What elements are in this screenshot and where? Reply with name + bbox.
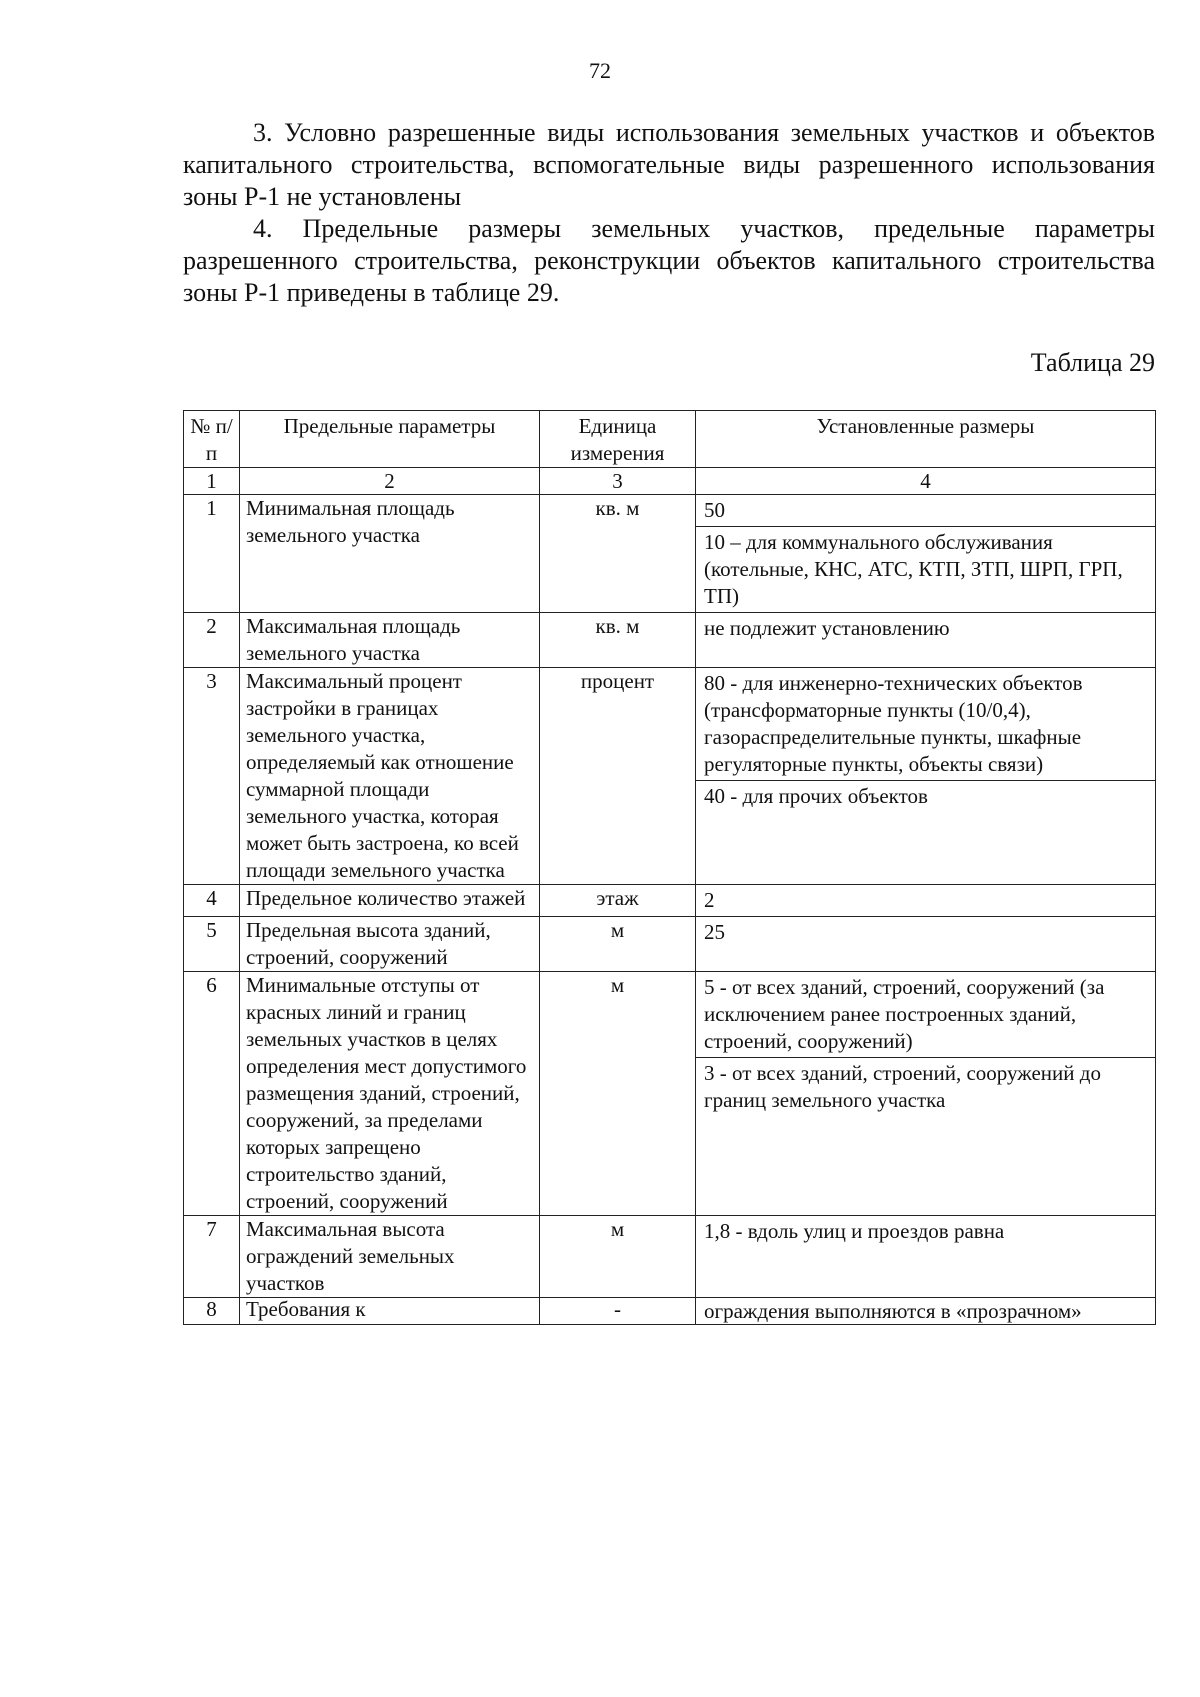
row-value: 80 - для инженерно-технических объектов (трансформаторные пункты (10/0,4), газораспределительные пункты, шкафные регуляторные пункты, объекты связи) xyxy=(696,668,1155,781)
row-number: 1 xyxy=(184,495,240,613)
column-number-row xyxy=(184,468,1156,495)
row-value: 25 xyxy=(704,920,725,944)
row-number: 2 xyxy=(184,613,240,668)
row-values xyxy=(696,668,1156,885)
row-value: ограждения выполняются в «прозрачном» xyxy=(704,1299,1082,1323)
column-number: 4 xyxy=(696,468,1156,495)
table-row xyxy=(184,1298,1156,1325)
paragraph-text: 3. Условно разрешенные виды использования земельных участков и объектов капитального строительства, вспомогательные виды разрешенного использования зоны Р-1 не установлены xyxy=(183,118,1155,211)
row-unit: кв. м xyxy=(540,495,696,613)
paragraph-3 xyxy=(183,117,1155,213)
row-values xyxy=(696,1216,1156,1298)
row-parameter: Предельная высота зданий, строений, сооружений xyxy=(240,917,540,972)
header-parameters: Предельные параметры xyxy=(240,411,540,468)
row-values xyxy=(696,1298,1156,1325)
parameters-table xyxy=(183,410,1156,1325)
row-values xyxy=(696,972,1156,1216)
row-unit: м xyxy=(540,1216,696,1298)
row-values xyxy=(696,613,1156,668)
row-number: 8 xyxy=(184,1298,240,1325)
row-parameter: Максимальная площадь земельного участка xyxy=(240,613,540,668)
table-row xyxy=(184,972,1156,1216)
row-parameter: Предельное количество этажей xyxy=(240,885,540,917)
row-unit: кв. м xyxy=(540,613,696,668)
header-unit: Единица измерения xyxy=(540,411,696,468)
row-parameter: Минимальные отступы от красных линий и границ земельных участков в целях определения мест допустимого размещения зданий, строений, сооружений, за пределами которых запрещено строительство зданий, строений, сооружений xyxy=(240,972,540,1216)
row-value: 10 – для коммунального обслуживания (котельные, КНС, АТС, КТП, ЗТП, ШРП, ГРП, ТП) xyxy=(704,530,1123,608)
row-value: 5 - от всех зданий, строений, сооружений (за исключением ранее построенных зданий, строений, сооружений) xyxy=(696,972,1155,1058)
row-unit: этаж xyxy=(540,885,696,917)
row-parameter: Максимальная высота ограждений земельных участков xyxy=(240,1216,540,1298)
table-caption: Таблица 29 xyxy=(1030,348,1155,377)
row-number: 5 xyxy=(184,917,240,972)
row-value: 3 - от всех зданий, строений, сооружений до границ земельного участка xyxy=(704,1061,1101,1112)
row-parameter: Максимальный процент застройки в границах земельного участка, определяемый как отношение суммарной площади земельного участка, которая может быть застроена, ко всей площади земельного участка xyxy=(240,668,540,885)
table-row xyxy=(184,1216,1156,1298)
paragraph-4 xyxy=(183,213,1155,309)
row-value: 50 xyxy=(696,495,1155,527)
row-number: 6 xyxy=(184,972,240,1216)
row-number: 3 xyxy=(184,668,240,885)
page-number: 72 xyxy=(589,58,611,83)
row-value: 40 - для прочих объектов xyxy=(704,784,928,808)
row-values xyxy=(696,917,1156,972)
row-parameter: Требования к xyxy=(240,1298,540,1325)
table-row xyxy=(184,613,1156,668)
column-number: 1 xyxy=(184,468,240,495)
row-number: 4 xyxy=(184,885,240,917)
table-row xyxy=(184,495,1156,613)
table-header-row xyxy=(184,411,1156,468)
table-row xyxy=(184,917,1156,972)
row-value: не подлежит установлению xyxy=(704,616,950,640)
row-parameter: Минимальная площадь земельного участка xyxy=(240,495,540,613)
row-unit: - xyxy=(540,1298,696,1325)
row-value: 1,8 - вдоль улиц и проездов равна xyxy=(704,1219,1005,1243)
paragraph-text: 4. Предельные размеры земельных участков, предельные параметры разрешенного строительства, реконструкции объектов капитального строительства зоны Р-1 приведены в таблице 29. xyxy=(183,214,1155,307)
row-unit: м xyxy=(540,972,696,1216)
table-row xyxy=(184,885,1156,917)
row-unit: м xyxy=(540,917,696,972)
table-row xyxy=(184,668,1156,885)
column-number: 2 xyxy=(240,468,540,495)
row-number: 7 xyxy=(184,1216,240,1298)
row-values xyxy=(696,495,1156,613)
column-number: 3 xyxy=(540,468,696,495)
header-number: № п/п xyxy=(184,411,240,468)
row-unit: процент xyxy=(540,668,696,885)
row-value: 2 xyxy=(704,888,715,912)
row-values xyxy=(696,885,1156,917)
header-values: Установленные размеры xyxy=(696,411,1156,468)
